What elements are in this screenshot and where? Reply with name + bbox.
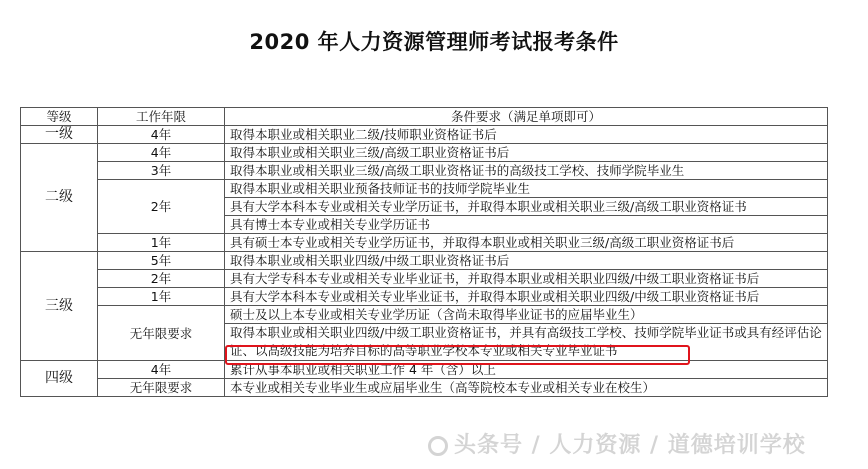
years-cell: 无年限要求 [98,306,225,361]
header-requirements: 条件要求（满足单项即可） [225,108,828,126]
table-row [21,126,828,144]
level-cell: 三级 [21,252,98,361]
requirement-cell: 本专业或相关专业毕业生或应届毕业生（高等院校本专业或相关专业在校生） [225,379,828,397]
table-row [21,234,828,252]
years-cell: 2年 [98,180,225,234]
table-row [21,379,828,397]
header-level: 等级 [21,108,98,126]
requirement-cell: 具有博士本专业或相关专业学历证书 [225,216,828,234]
years-cell: 4年 [98,144,225,162]
requirement-cell: 具有大学专科本专业或相关专业毕业证书，并取得本职业或相关职业四级/中级工职业资格证书后 [225,270,828,288]
years-cell: 无年限要求 [98,379,225,397]
requirement-cell: 具有大学本科本专业或相关专业毕业证书，并取得本职业或相关职业四级/中级工职业资格证书后 [225,288,828,306]
requirement-cell: 取得本职业或相关职业四级/中级工职业资格证书后 [225,252,828,270]
years-cell: 4年 [98,126,225,144]
requirement-cell: 具有大学本科本专业或相关专业学历证书，并取得本职业或相关职业三级/高级工职业资格证书 [225,198,828,216]
table-row [21,180,828,198]
level-cell: 二级 [21,144,98,252]
table-row [21,252,828,270]
requirement-cell: 取得本职业或相关职业二级/技师职业资格证书后 [225,126,828,144]
watermark-text: 头条号 / 人力资源 / 道德培训学校 [454,433,806,458]
table-row [21,288,828,306]
requirement-cell: 取得本职业或相关职业三级/高级工职业资格证书后 [225,144,828,162]
years-cell: 3年 [98,162,225,180]
years-cell: 4年 [98,361,225,379]
requirement-cell: 硕士及以上本专业或相关专业学历证（含尚未取得毕业证书的应届毕业生） [225,306,828,324]
level-cell: 一级 [21,126,98,144]
page-title: 2020 年人力资源管理师考试报考条件 [249,30,619,54]
level-cell: 四级 [21,361,98,397]
watermark-logo-icon [428,436,448,456]
highlight-box [225,345,690,365]
table-row [21,306,828,324]
years-cell: 1年 [98,288,225,306]
header-years: 工作年限 [98,108,225,126]
years-cell: 5年 [98,252,225,270]
years-cell: 1年 [98,234,225,252]
requirement-cell: 具有硕士本专业或相关专业学历证书，并取得本职业或相关职业三级/高级工职业资格证书后 [225,234,828,252]
table-row [21,144,828,162]
watermark [428,428,806,459]
requirement-cell: 取得本职业或相关职业四级/中级工职业资格证书，并具有高级技工学校、技师学院毕业证书或具有经评估论证、以高级技能为培养目标的高等职业学校本专业或相关专业毕业证书 [225,324,828,361]
requirement-cell: 累计从事本职业或相关职业工作 4 年（含）以上 [225,361,828,379]
table-header-row [21,108,828,126]
requirement-cell: 取得本职业或相关职业预备技师证书的技师学院毕业生 [225,180,828,198]
table-row [21,162,828,180]
table-row [21,270,828,288]
requirement-cell: 取得本职业或相关职业三级/高级工职业资格证书的高级技工学校、技师学院毕业生 [225,162,828,180]
years-cell: 2年 [98,270,225,288]
